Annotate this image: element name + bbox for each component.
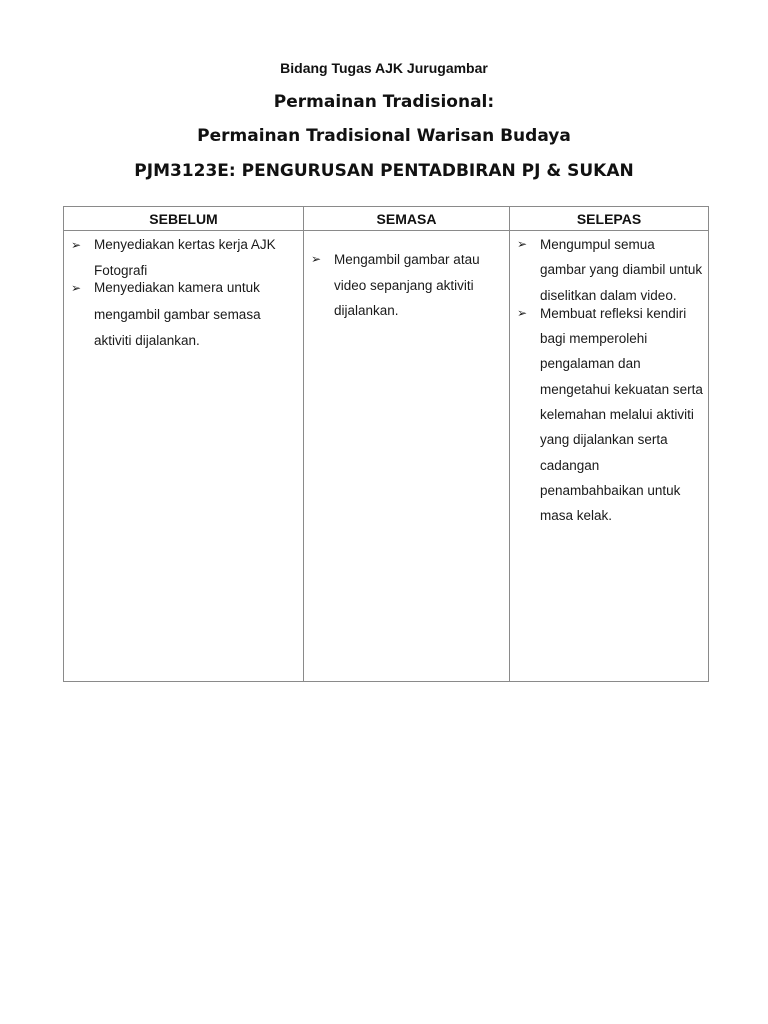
cell-semasa: [304, 231, 510, 682]
duties-table: [63, 206, 709, 682]
list-item: ➢ Mengumpul semua gambar yang diambil untuk diselitkan dalam video.: [516, 232, 704, 308]
cell-selepas: [510, 231, 709, 682]
list-item: ➢ Menyediakan kamera untuk mengambil gambar semasa aktiviti dijalankan.: [70, 275, 299, 355]
document-subtitle: Bidang Tugas AJK Jurugambar: [280, 60, 488, 76]
header-semasa: SEMASA: [304, 207, 510, 231]
document-title-line-1: Permainan Tradisional:: [273, 92, 495, 112]
header-selepas: SELEPAS: [510, 207, 709, 231]
header-sebelum: SEBELUM: [64, 207, 304, 231]
semasa-list: [304, 231, 509, 324]
table-header-row: [64, 207, 709, 231]
selepas-list: [510, 231, 708, 529]
list-item: ➢ Membuat refleksi kendiri bagi memperolehi pengalaman dan mengetahui kekuatan serta kelemahan melalui aktiviti yang dijalankan serta cadangan penambahbaikan untuk masa kelak.: [516, 301, 704, 529]
document-title-line-3: PJM3123E: PENGURUSAN PENTADBIRAN PJ & SUKAN: [134, 161, 634, 181]
sebelum-list: [64, 231, 303, 355]
list-item: ➢ Mengambil gambar atau video sepanjang aktiviti dijalankan.: [310, 247, 505, 324]
document-title-line-2: Permainan Tradisional Warisan Budaya: [197, 126, 571, 146]
table-row: [64, 231, 709, 682]
list-item: ➢ Menyediakan kertas kerja AJK Fotografi: [70, 232, 299, 284]
cell-sebelum: [64, 231, 304, 682]
